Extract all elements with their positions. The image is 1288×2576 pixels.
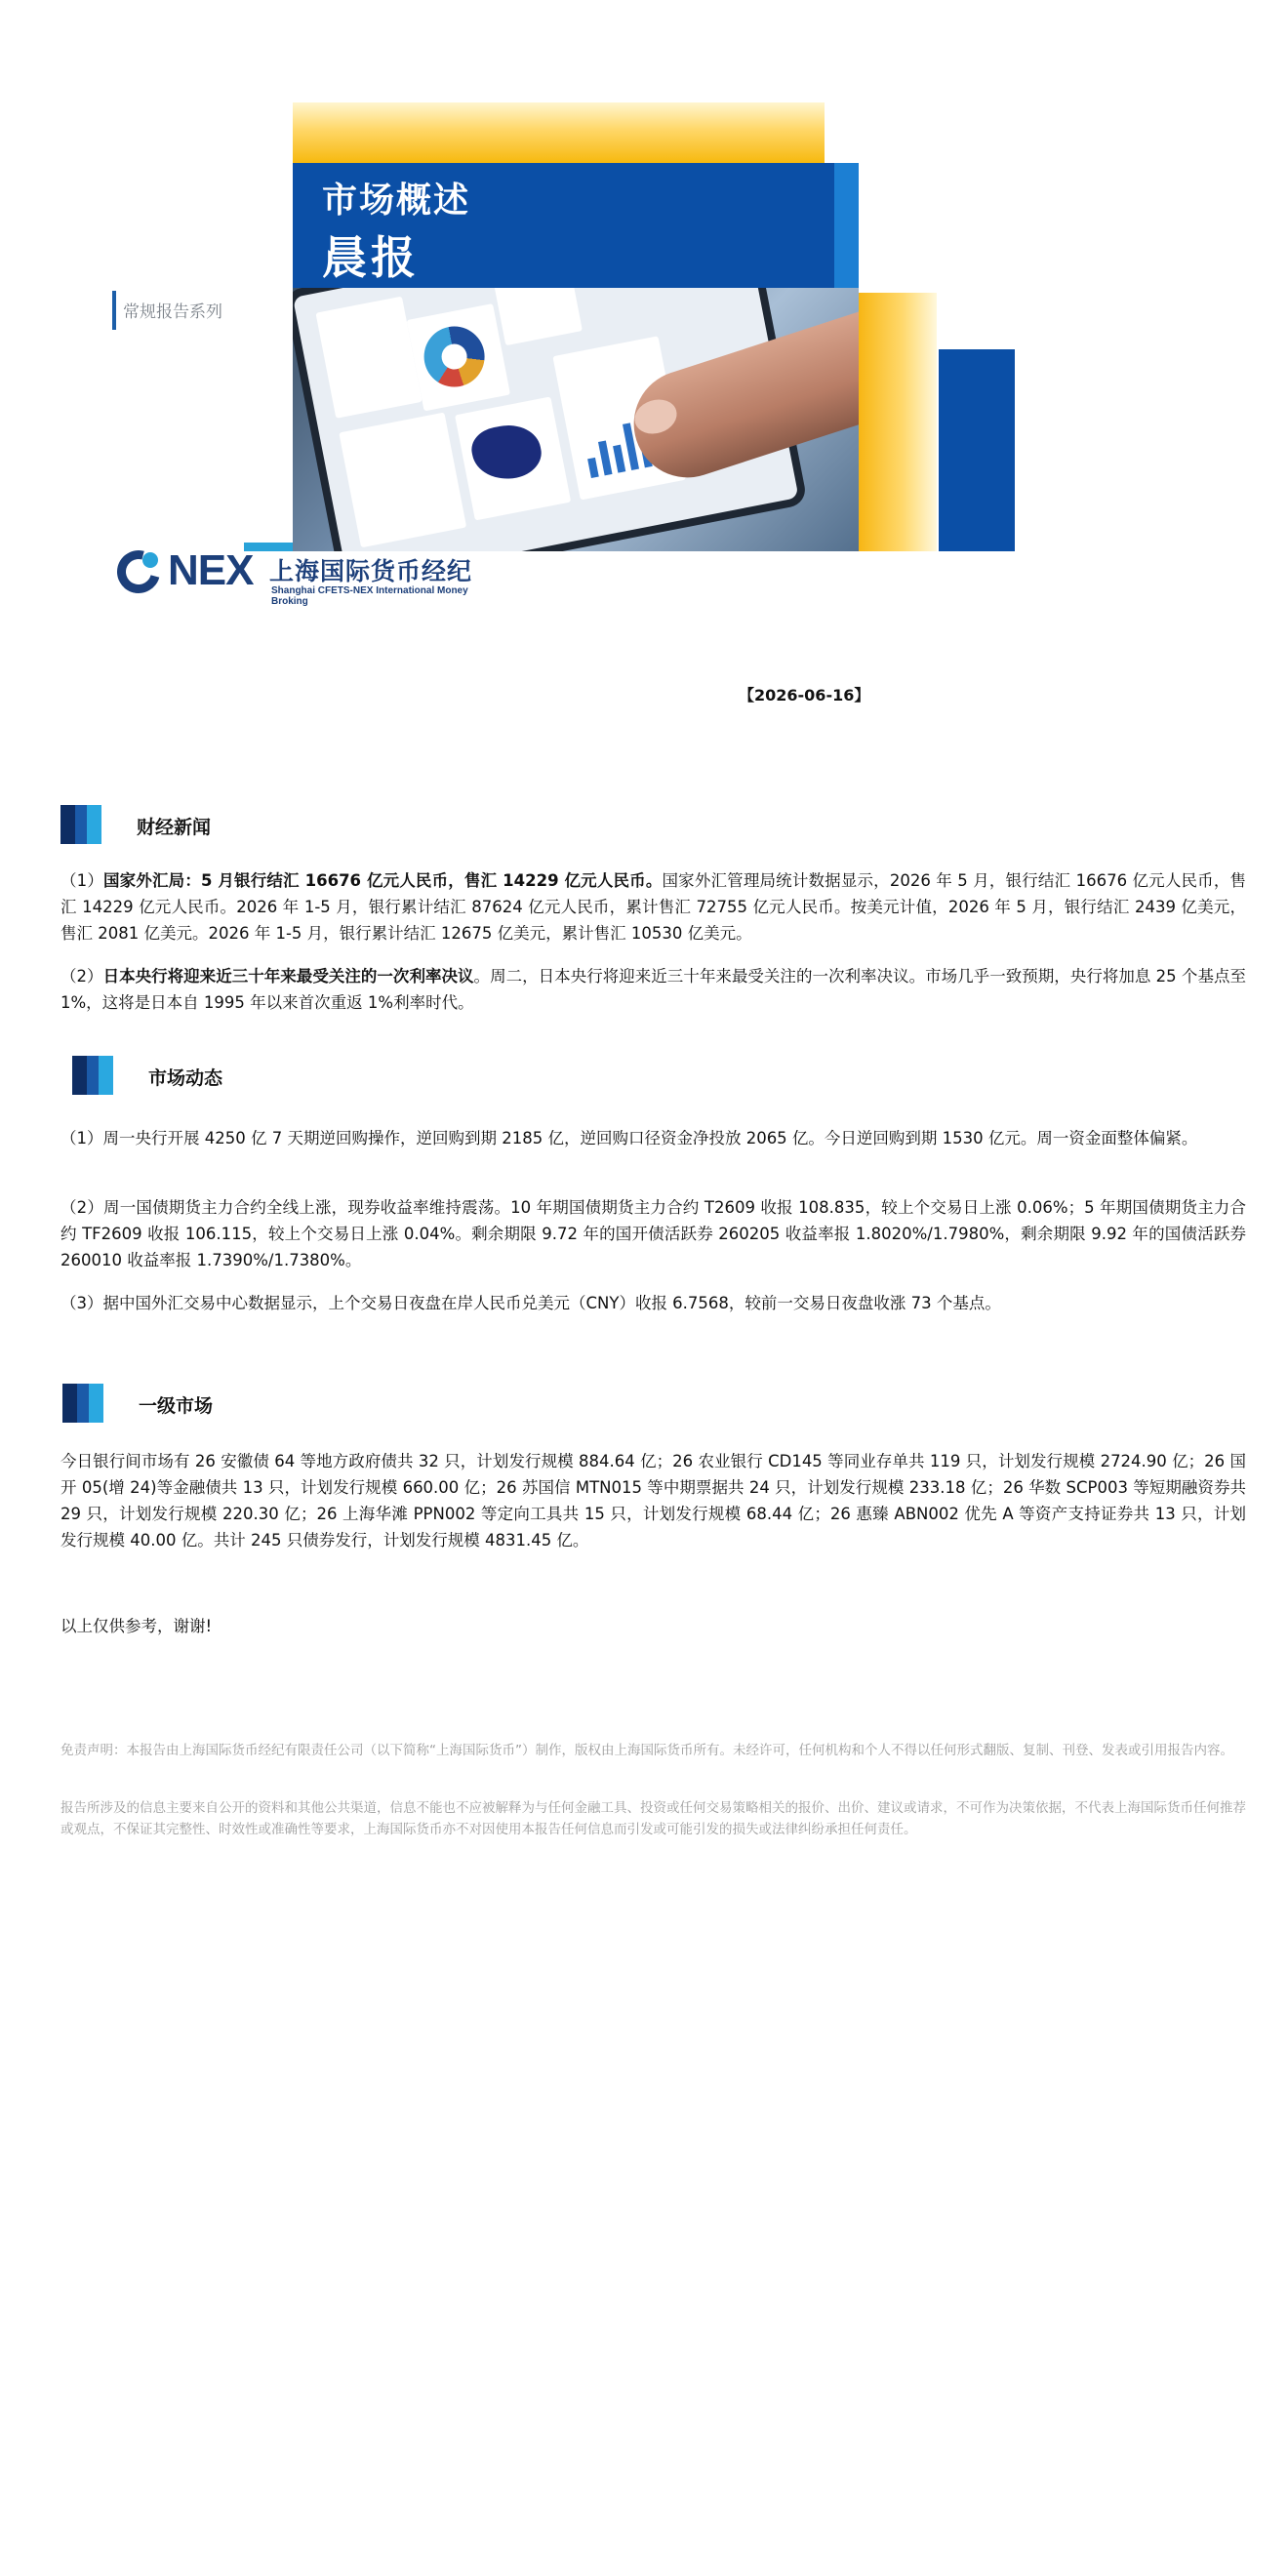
series-label: 常规报告系列 bbox=[123, 302, 222, 322]
section-title: 财经新闻 bbox=[137, 817, 212, 838]
market-item-2: （2）周一国债期货主力合约全线上涨，现券收益率维持震荡。10 年期国债期货主力合约 T2609 收报 108.835，较上个交易日上涨 0.06%；5 年期国债期货主力合约 TF2609 收报 106.115，较上个交易日上涨 0.04%。剩余期限 9.72 年的国开债活跃券 260205 收益率报 1.8020%/1.7980%，剩余期限 9.92 年的国债活跃券 260010 收益率报 1.7390%/1.7380%。 bbox=[60, 1198, 1246, 1269]
section-title: 一级市场 bbox=[139, 1395, 214, 1417]
logo-mark-icon bbox=[109, 543, 168, 601]
report-date: 【2026-06-16】 bbox=[739, 686, 870, 704]
cover-gold-block bbox=[859, 293, 937, 551]
logo-company-en: Shanghai CFETS-NEX International Money Broking bbox=[271, 585, 468, 607]
news-item-1: （1）国家外汇局：5 月银行结汇 16676 亿元人民币，售汇 14229 亿元人民币。国家外汇管理局统计数据显示，2026 年 5 月，银行结汇 16676 亿元人民币，售汇 14229 亿元人民币。2026 年 1-5 月，银行累计结汇 87624 亿元人民币，累计售汇 72755 亿元人民币。按美元计值，2026 年 5 月，银行结汇 2439 亿美元，售汇 2081 亿美元。2026 年 1-5 月，银行累计结汇 12675 亿美元，累计售汇 10530 亿美元。 bbox=[60, 871, 1247, 943]
cover-photo-tablet bbox=[293, 288, 859, 551]
news-body: 国家外汇管理局统计数据显示，2026 年 5 月，银行结汇 16676 亿元人民币，售汇 14229 亿元人民币。2026 年 1-5 月，银行累计结汇 87624 亿元人民币，累计售汇 72755 亿元人民币。按美元计值，2026 年 5 月，银行结汇 2439 亿美元，售汇 2081 亿美元。2026 年 1-5 月，银行累计结汇 12675 亿美元，累计售汇 10530 亿美元。 bbox=[60, 871, 1247, 943]
primary-market-body: 今日银行间市场有 26 安徽债 64 等地方政府债共 32 只，计划发行规模 884.64 亿；26 农业银行 CD145 等同业存单共 119 只，计划发行规模 2724.90 亿；26 国开 05(增 24)等金融债共 13 只，计划发行规模 660.00 亿；26 苏国信 MTN015 等中期票据共 24 只，计划发行规模 233.18 亿；26 华数 SCP003 等短期融资券共 29 只，计划发行规模 220.30 亿；26 上海华滩 PPN002 等定向工具共 15 只，计划发行规模 68.44 亿；26 惠臻 ABN002 优先 A 等资产支持证券共 13 只，计划发行规模 40.00 亿。共计 245 只债券发行，计划发行规模 4831.45 亿。 bbox=[60, 1452, 1246, 1550]
cover-title-line1: 市场概述 bbox=[322, 181, 471, 221]
news-headline: 日本央行将迎来近三十年来最受关注的一次利率决议 bbox=[102, 967, 474, 986]
section-bar-icon bbox=[62, 1384, 103, 1423]
nex-logo bbox=[117, 546, 478, 605]
cover-gold-band bbox=[293, 102, 825, 163]
section-bar-icon bbox=[60, 805, 101, 844]
disclaimer-2: 报告所涉及的信息主要来自公开的资料和其他公共渠道，信息不能也不应被解释为与任何金融工具、投资或任何交易策略相关的报价、出价、建议或请求，不可作为决策依据，不代表上海国际货币任何推荐或观点，不保证其完整性、时效性或准确性等要求，上海国际货币亦不对因使用本报告任何信息而引发或可能引发的损失或法律纠纷承担任何责任。 bbox=[60, 1800, 1246, 1837]
market-item-3: （3）据中国外汇交易中心数据显示，上个交易日夜盘在岸人民币兑美元（CNY）收报 6.7568，较前一交易日夜盘收涨 73 个基点。 bbox=[60, 1294, 1001, 1312]
logo-company-cn: 上海国际货币经纪 bbox=[269, 557, 473, 585]
news-headline: 国家外汇局：5 月银行结汇 16676 亿元人民币，售汇 14229 亿元人民币。 bbox=[103, 871, 663, 890]
cover-title-accent bbox=[834, 163, 859, 288]
disclaimer-1: 免责声明：本报告由上海国际货币经纪有限责任公司（以下简称“上海国际货币”）制作，版权由上海国际货币所有。未经许可，任何机构和个人不得以任何形式翻版、复制、刊登、发表或引用报告内容。 bbox=[60, 1743, 1233, 1758]
news-body: 。周二，日本央行将迎来近三十年来最受关注的一次利率决议。市场几乎一致预期，央行将加息 25 个基点至 1%，这将是日本自 1995 年以来首次重返 1%利率时代。 bbox=[60, 967, 1246, 1012]
market-item-1: （1）周一央行开展 4250 亿 7 天期逆回购操作，逆回购到期 2185 亿，逆回购口径资金净投放 2065 亿。今日逆回购到期 1530 亿元。周一资金面整体偏紧。 bbox=[60, 1129, 1198, 1147]
closing-note: 以上仅供参考，谢谢! bbox=[60, 1617, 213, 1635]
cover-blue-block bbox=[939, 349, 1015, 551]
logo-brand: NEX bbox=[168, 546, 254, 594]
section-bar-icon bbox=[72, 1056, 113, 1095]
section-title: 市场动态 bbox=[148, 1067, 223, 1089]
report-cover bbox=[0, 0, 1288, 624]
news-item-2: （2）日本央行将迎来近三十年来最受关注的一次利率决议。周二，日本央行将迎来近三十年来最受关注的一次利率决议。市场几乎一致预期，央行将加息 25 个基点至 1%，这将是日本自 1995 年以来首次重返 1%利率时代。 bbox=[60, 967, 1246, 1012]
cover-title-line2: 晨报 bbox=[322, 231, 420, 284]
